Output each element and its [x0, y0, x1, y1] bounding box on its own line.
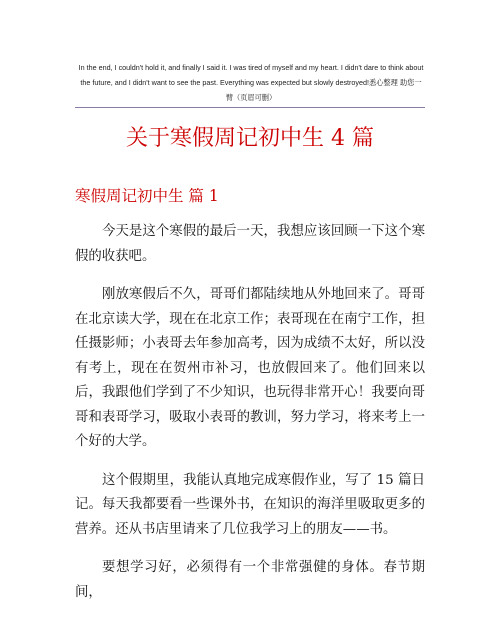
- section-title: 寒假周记初中生 篇 1: [75, 187, 219, 205]
- body-paragraph: 要想学习好，必须得有一个非常强健的身体。春节期间，: [75, 560, 425, 600]
- header-chinese-text: 悉心整理 助您一臂（页眉可删）: [225, 78, 422, 102]
- body-paragraph: 今天是这个寒假的最后一天，我想应该回顾一下这个寒假的收获吧。: [75, 224, 425, 264]
- header-divider: [75, 107, 425, 108]
- page-header: [78, 60, 424, 105]
- document-body: [75, 220, 425, 619]
- header-english-text: In the end, I couldn't hold it, and finally I said it. I was tired of myself and my heart. I didn't dare to think about the future, and I didn't want to see the past. Everything was expected but slowly destroyed!: [78, 63, 424, 87]
- body-paragraph: 刚放寒假后不久，哥哥们都陆续地从外地回来了。哥哥在北京读大学，现在在北京工作；表哥现在在南宁工作，担任摄影师；小表哥去年参加高考，因为成绩不太好，所以没有考上，现在在贺州市补习，也放假回来了。他们回来以后，我跟他们学到了不少知识，也玩得非常开心！我要向哥哥和表哥学习，吸取小表哥的教训，努力学习，将来考上一个好的大学。: [75, 287, 425, 449]
- body-paragraph: 这个假期里，我能认真地完成寒假作业，写了 15 篇日记。每天我都要看一些课外书，在知识的海洋里吸取更多的营养。还从书店里请来了几位我学习上的朋友——书。: [75, 472, 425, 537]
- document-title: 关于寒假周记初中生 4 篇: [126, 126, 374, 151]
